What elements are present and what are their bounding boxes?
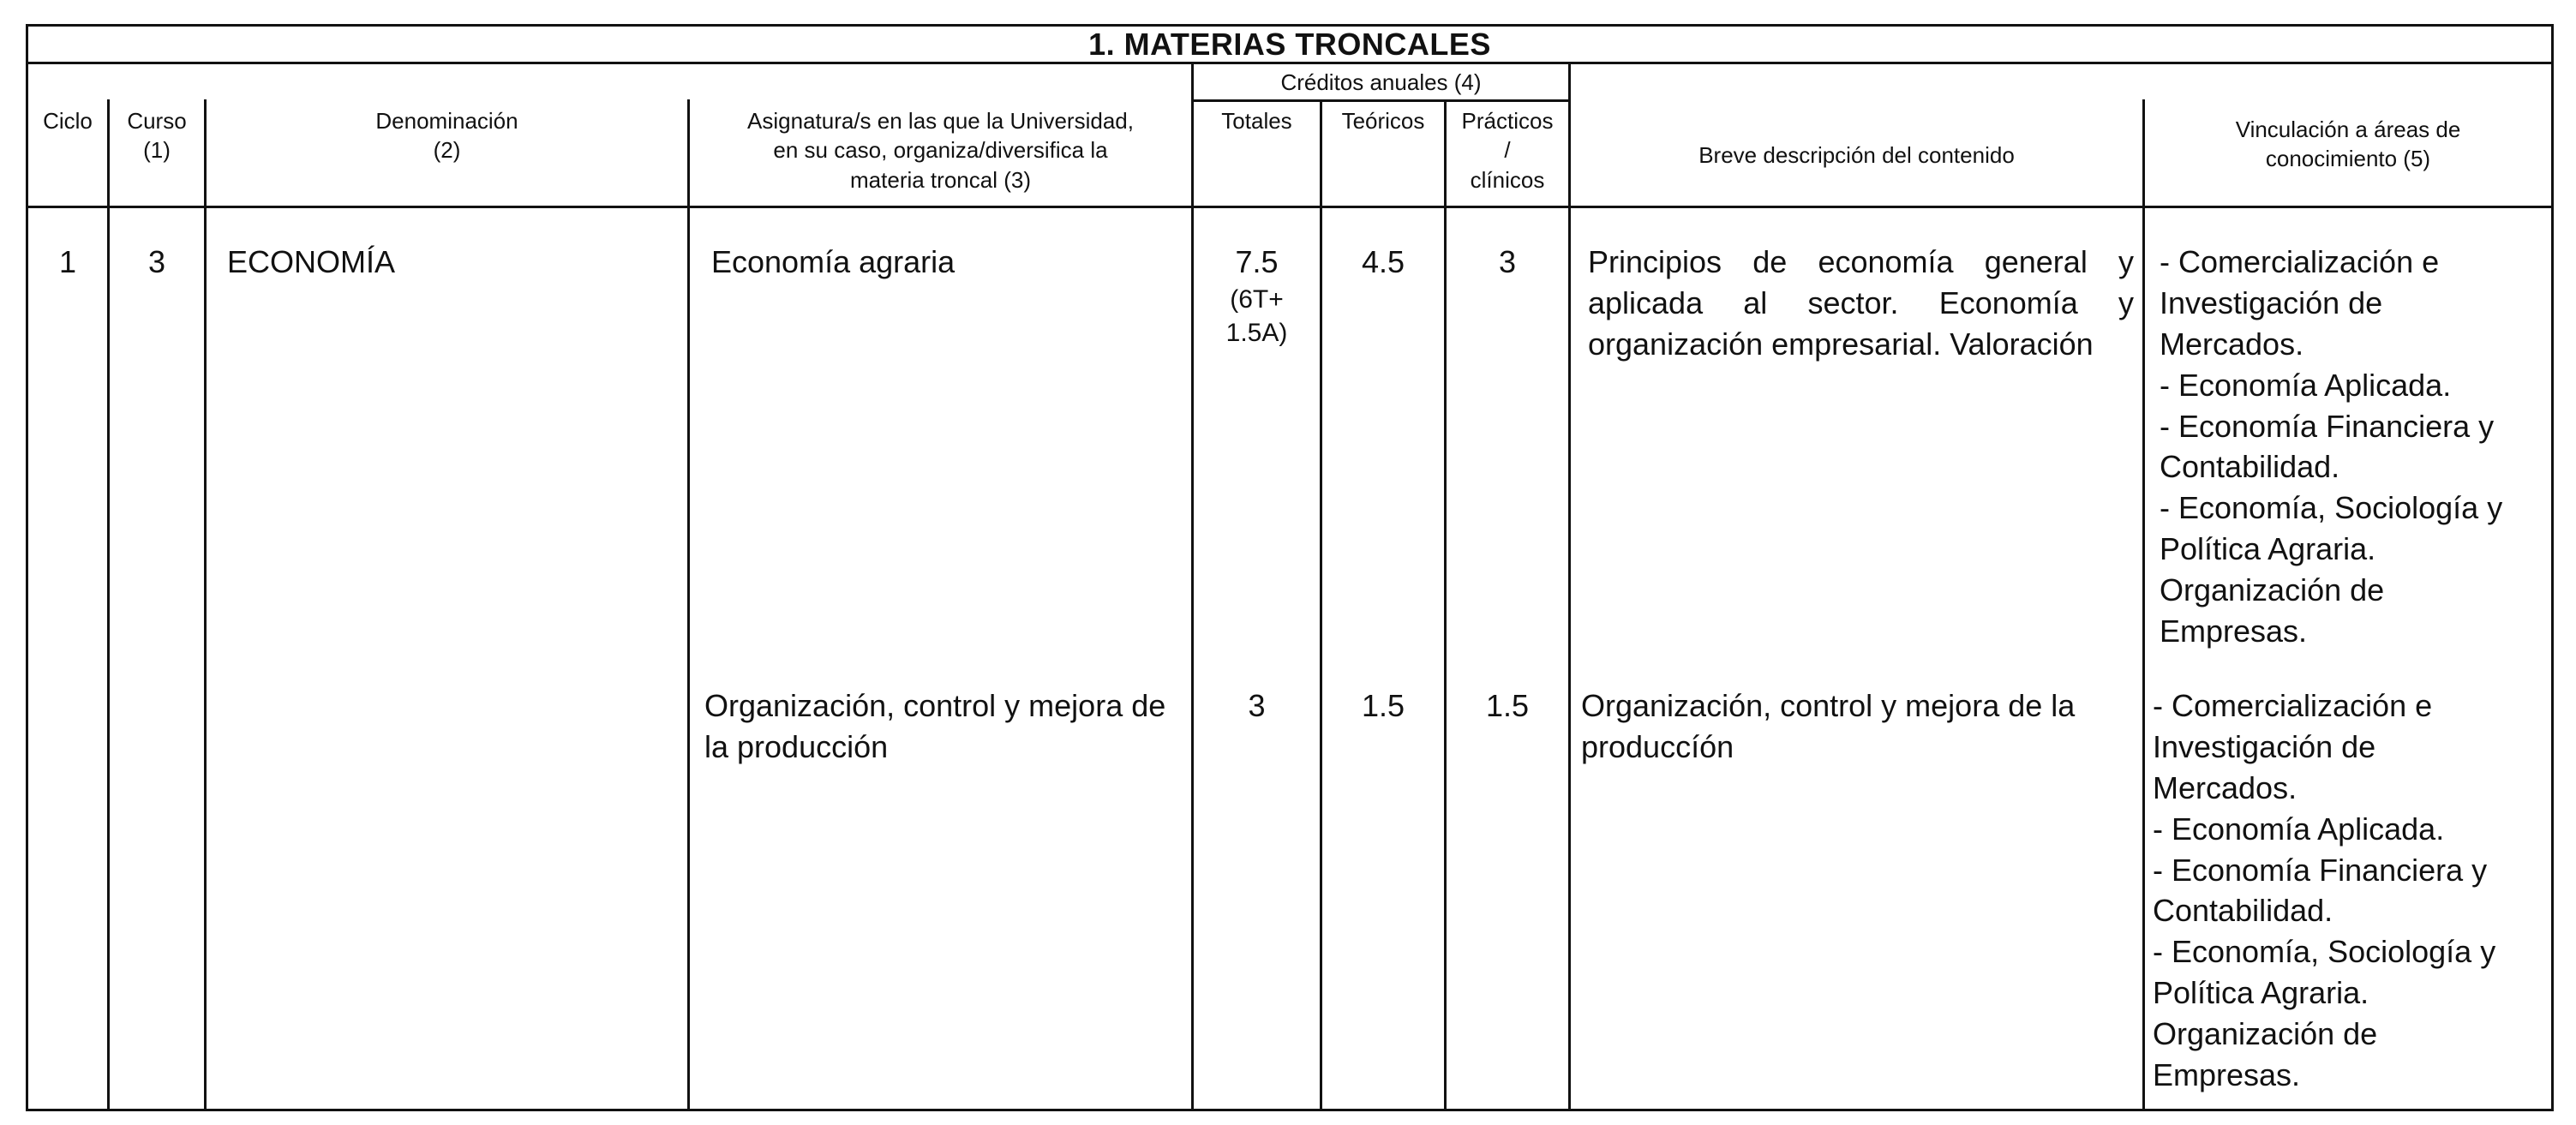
cell-practicos-1: 3	[1498, 244, 1517, 279]
table-bottom-border	[26, 1109, 2554, 1111]
credits-group-label: Créditos anuales (4)	[1280, 69, 1482, 95]
credits-group-divider	[1191, 99, 1568, 102]
col-divider-denominacion	[687, 99, 690, 1111]
col-divider-practicos	[1568, 62, 1571, 1111]
header-teoricos: Teóricos	[1341, 108, 1425, 134]
cell-denominacion: ECONOMÍA	[227, 244, 396, 279]
header-vinculacion: Vinculación a áreas de conocimiento (5)	[2235, 117, 2461, 172]
col-divider-curso	[204, 99, 207, 1111]
title-divider	[26, 62, 2554, 64]
cell-teoricos-1: 4.5	[1361, 244, 1405, 279]
cell-curso: 3	[147, 244, 166, 279]
cell-vinculacion-2: - Comercialización e Investigación de Mercados. - Economía Aplicada. - Economía Financiera y Contabilidad. - Economía, Sociología y Política Agraria. Organización de Empresas.	[2153, 688, 2496, 1092]
col-divider-asignatura	[1191, 62, 1194, 1111]
totales-value-1: 7.5	[1235, 244, 1279, 279]
border-left	[26, 24, 28, 1111]
table-title: 1. MATERIAS TRONCALES	[1088, 27, 1491, 62]
cell-descripcion-2: Organización, control y mejora de la produccíón	[1581, 688, 2076, 764]
cell-practicos-2: 1.5	[1485, 688, 1530, 723]
cell-descripcion-1: Principios de economía general y aplicada al sector. Economía y organización empresarial. Valoración	[1588, 244, 2134, 362]
cell-asignatura-2: Organización, control y mejora de la producción	[704, 688, 1166, 764]
cell-teoricos-2: 1.5	[1361, 688, 1405, 723]
cell-totales-1	[1194, 242, 1320, 350]
cell-vinculacion-1: - Comercialización e Investigación de Mercados. - Economía Aplicada. - Economía Financiera y Contabilidad. - Economía, Sociología y Política Agraria. Organización de Empresas.	[2160, 244, 2503, 649]
cell-totales-2: 3	[1248, 688, 1266, 723]
header-practicos: Prácticos / clínicos	[1461, 108, 1554, 193]
header-asignatura: Asignatura/s en las que la Universidad, en su caso, organiza/diversifica la materia troncal (3)	[747, 108, 1134, 193]
border-right	[2551, 24, 2554, 1111]
materias-troncales-table	[26, 24, 2554, 1112]
header-totales: Totales	[1221, 108, 1292, 134]
header-curso: Curso (1)	[127, 108, 187, 164]
header-denominacion: Denominación (2)	[375, 108, 518, 164]
header-descripcion: Breve descripción del contenido	[1698, 142, 2015, 168]
header-ciclo: Ciclo	[43, 108, 93, 134]
totales-detail-1b: 1.5A)	[1225, 318, 1288, 347]
totales-detail-1a: (6T+	[1230, 284, 1284, 314]
col-divider-descripcion	[2142, 99, 2145, 1111]
cell-asignatura-1: Economía agraria	[711, 244, 956, 279]
header-bottom-border	[26, 206, 2554, 208]
cell-ciclo: 1	[58, 244, 77, 279]
